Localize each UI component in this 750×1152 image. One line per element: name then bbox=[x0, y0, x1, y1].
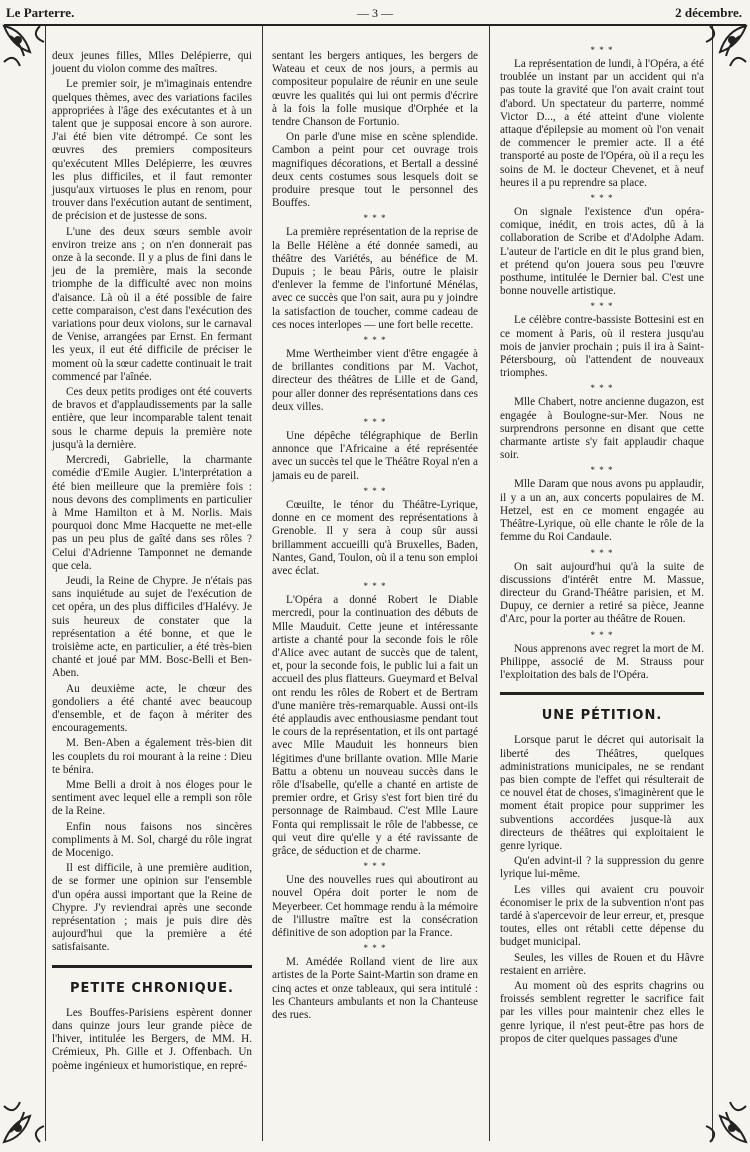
separator: * * * bbox=[590, 193, 614, 204]
ornament-top-right-icon bbox=[704, 22, 750, 68]
column-rule-1 bbox=[262, 26, 263, 1141]
separator: * * * bbox=[590, 383, 614, 394]
paragraph: La première représentation de la reprise de la Belle Hélène a été donnée samedi, au théâtre des Variétés, au bénéfice de M. Dupuis ; le beau Pâris, outre le plaisir d'enlever la femme de l'infortuné Ménélas, avec ce succès que l'on sait, aura pu y joindre la satisfaction de toucher, comme cadeau de ces noces interlopes — une fort belle recette. bbox=[272, 226, 478, 331]
section-rule bbox=[500, 692, 704, 695]
paragraph: Mme Belli a droit à nos éloges pour le sentiment avec lequel elle a rempli son rôle de la Reine. bbox=[52, 778, 252, 818]
separator: * * * bbox=[363, 943, 387, 954]
paragraph: On parle d'une mise en scène splendide. Cambon a peint pour cet ouvrage trois magnifiques décorations, et Bertall a dessiné deux cents costumes sous lesquels doit se produire presque tout le personnel des Bouffes. bbox=[272, 131, 478, 210]
paragraph: Jeudi, la Reine de Chypre. Je n'étais pas sans inquiétude au sujet de l'exécution de cet opéra, un des plus difficiles d'Halévy. Je suis heureux de constater que la représentation a été bonne, et que le troisième acte, en particulier, a été très-bien chanté et joué par MM. Bosc-Belli et Ben-Aben. bbox=[52, 574, 252, 680]
page-header bbox=[0, 4, 750, 26]
ornament-bottom-right-icon bbox=[704, 1100, 750, 1146]
paragraph: M. Ben-Aben a également très-bien dit les couplets du roi mourant à la reine : Dieu te bénira. bbox=[52, 737, 252, 776]
paragraph: sentant les bergers antiques, les bergers de Wateau et ceux de nos jours, a permis au compositeur populaire de réunir en une seule œuvre les qualités qui lui ont permis d'écrire à la fois la folle musique d'Orphée et la tendre Chanson de Fortunio. bbox=[272, 50, 478, 129]
paragraph: Seules, les villes de Rouen et du Hâvre restaient en arrière. bbox=[500, 951, 704, 977]
separator: * * * bbox=[363, 417, 387, 428]
paragraph: Enfin nous faisons nos sincères compliments à M. Sol, chargé du rôle ingrat de Mocenigo. bbox=[52, 820, 252, 859]
separator: * * * bbox=[363, 335, 387, 346]
ornament-bottom-left-icon bbox=[0, 1100, 46, 1146]
paragraph: La représentation de lundi, à l'Opéra, a été troublée un instant par un accident qui n'a pas toute la gravité que l'on avait craint tout d'abord. Un spectateur du parterre, nommé Victor D..., a été atteint d'une violente attaque d'épilepsie au moment où l'on venait de commencer le premier acte. Il a été transporté au poste de l'Opéra, où il a reçu les soins de M. le docteur Chevenet, et à neuf heures il a pu reprendre sa place. bbox=[500, 58, 704, 189]
paragraph: Lorsque parut le décret qui autorisait la liberté des Théâtres, quelques administrations municipales, ne se rendant pas bien compte de l'effet qui résulterait de ce nouvel état de choses, s'imaginèrent que le moment était propice pour supprimer les subventions accordées jusque-là aux directeurs de théâtres qui exploitaient le genre lyrique. bbox=[500, 734, 704, 852]
paragraph: Nous apprenons avec regret la mort de M. Philippe, associé de M. Strauss pour l'exploitation des bals de l'Opéra. bbox=[500, 642, 704, 681]
paragraph: Au deuxième acte, le chœur des gondoliers a été chanté avec beaucoup d'ensemble, et de façon à mériter des encouragements. bbox=[52, 682, 252, 735]
separator: * * * bbox=[363, 485, 387, 496]
separator: * * * bbox=[590, 629, 614, 640]
paragraph: Cœuilte, le ténor du Théâtre-Lyrique, donne en ce moment des représentations à Grenoble. Il y sera à coup sûr aussi brillamment accueilli qu'à Bruxelles, Baden, Nantes, Gand, Toulon, où il a tenu son emploi avec éclat. bbox=[272, 498, 478, 577]
paragraph: On signale l'existence d'un opéra-comique, inédit, en trois actes, dû à la collaboration de Scribe et d'Adolphe Adam. L'auteur de l'article en dit le plus grand bien, et prétend qu'on jouera sous peu l'œuvre posthume, intitulée le Dernier bal. C'est une bonne nouvelle artistique. bbox=[500, 206, 704, 298]
page-number: — 3 — bbox=[357, 6, 393, 20]
paragraph: L'une des deux sœurs semble avoir environ treize ans ; on n'en donnerait pas onze à la seconde. Il y a plus de fini dans le jeu de la première, mais la seconde triomphe de la difficulté avec non moins d'aisance. Là où il a été possible de faire cette comparaison, c'est dans l'exécution des variations pour deux violons, sur le carnaval de Venise, arrangées par Ernst. En fermant les yeux, il eut été difficile de préciser le moment où la sœur cadette continuait le trait commencé par l'aînée. bbox=[52, 225, 252, 383]
paragraph: M. Amédée Rolland vient de lire aux artistes de la Porte Saint-Martin son drame en cinq actes et onze tableaux, qui sera intitulé : les Chanteurs ambulants et non la Chanteuse des rues. bbox=[272, 956, 478, 1021]
separator: * * * bbox=[363, 213, 387, 224]
header-rule bbox=[4, 24, 746, 26]
paragraph: Au moment où des esprits chagrins ou froissés semblent regretter le sacrifice fait par les villes pour maintenir chez elles le genre lyrique, il n'est peut-être pas hors de propos de citer quelques passages d'une bbox=[500, 979, 704, 1045]
paragraph: Le premier soir, je m'imaginais entendre quelques thèmes, avec des variations faciles appropriées à l'âge des exécutantes et à un talent que je supposai encore à son aurore. J'ai été bien vite détrompé. Ce sont les œuvres des premiers compositeurs qu'exécutent Mlles Delépierre, les œuvres les plus difficiles, et il faut remonter jusqu'aux virtuoses le plus en renom, pour trouver dans l'exécution autant de sentiment, de précision et de justesse de sons. bbox=[52, 78, 252, 223]
section-title-petite-chronique: PETITE CHRONIQUE. bbox=[69, 980, 234, 996]
column-3 bbox=[500, 45, 704, 1046]
separator: * * * bbox=[363, 581, 387, 592]
column-2 bbox=[272, 50, 478, 1022]
separator: * * * bbox=[363, 861, 387, 872]
section-title-une-petition: UNE PÉTITION. bbox=[541, 708, 663, 724]
paragraph: Les Bouffes-Parisiens espèrent donner dans quinze jours leur grande pièce de l'hiver, intitulée les Bergers, de MM. H. Crémieux, Ph. Gille et J. Offenbach. Un poème ingénieux et humoristique, en repré- bbox=[52, 1006, 252, 1072]
paragraph: Il est difficile, à une première audition, de se former une opinion sur l'ensemble d'un opéra aussi important que la Reine de Chypre. J'y reviendrai après une seconde représentation ; mais je puis dire dès aujourd'hui que la première a été satisfaisante. bbox=[52, 862, 252, 954]
separator: * * * bbox=[590, 301, 614, 312]
column-rule-2 bbox=[489, 26, 490, 1141]
paragraph: L'Opéra a donné Robert le Diable mercredi, pour la continuation des débuts de Mlle Mauduit. Cette jeune et intéressante artiste a chanté pour la seconde fois le rôle d'Alice avec autant de succès que de talent, et, pour la seconde fois, le public lui a fait un accueil des plus flatteurs. Gueymard et Belval ont rendu les rôles de Robert et de Bertram d'une manière très-remarquable. Aussi ont-ils été applaudis avec enthousiasme pendant tout le cours de la représentation, et ils ont partagé avec Mlle Mauduit les honneurs bien légitimes d'une brillante ovation. Mlle Marie Battu a obtenu un nouveau succès dans le rôle d'Isabelle, qu'elle a chanté en artiste de premier ordre, et Grisy s'est fort bien tiré du personnage de Raimbaud. C'est Mlle Laure Fonta qui remplissait le rôle de l'abbesse, ce qui veut dire qu'elle y a été ravissante de grâce, de séduction et de charme. bbox=[272, 594, 478, 857]
paragraph: Une dépêche télégraphique de Berlin annonce que l'Africaine a été représentée avec un succès tel que le Théâtre Royal n'en a jamais eu de pareil. bbox=[272, 430, 478, 482]
section-rule bbox=[52, 965, 252, 968]
paragraph: Les villes qui avaient cru pouvoir économiser le prix de la subvention n'ont pas tardé à s'apercevoir de leur erreur, et, presque toutes, elles ont rétabli cette dépense du budget municipal. bbox=[500, 883, 704, 949]
paragraph: On sait aujourd'hui qu'à la suite de discussions d'intérêt entre M. Massue, directeur du Grand-Théâtre parisien, et M. Dupuy, ce dernier a retiré sa pièce, Jeanne d'Arc, pour la porter au théâtre de Rouen. bbox=[500, 560, 704, 626]
column-rule-right bbox=[712, 26, 713, 1141]
paragraph: Ces deux petits prodiges ont été couverts de bravos et d'applaudissements par la salle entière, que leur incomparable talent tenait sous le charme depuis la première note jusqu'à la dernière. bbox=[52, 386, 252, 451]
column-rule-left bbox=[45, 26, 46, 1141]
column-1 bbox=[52, 50, 252, 1073]
paragraph: Mme Wertheimber vient d'être engagée à de brillantes conditions par M. Vachot, directeur des théâtres de Lille et de Gand, pour aller donner des représentations dans ces deux villes. bbox=[272, 348, 478, 413]
separator: * * * bbox=[590, 547, 614, 558]
paragraph: deux jeunes filles, Mlles Delépierre, qui jouent du violon comme des maîtres. bbox=[52, 50, 252, 76]
paragraph: Mlle Daram que nous avons pu applaudir, il y a un an, aux concerts populaires de M. Hetzel, est en ce moment engagée au Théâtre-Lyrique, où elle chante le rôle de la femme du Roi Candaule. bbox=[500, 478, 704, 544]
separator: * * * bbox=[590, 465, 614, 476]
paragraph: Qu'en advint-il ? la suppression du genre lyrique lui-même. bbox=[500, 855, 704, 881]
ornament-top-left-icon bbox=[0, 22, 46, 68]
paragraph: Une des nouvelles rues qui aboutiront au nouvel Opéra doit porter le nom de Meyerbeer. Cet hommage rendu à la mémoire de l'illustre maître est la consécration définitive de son adoption par la France. bbox=[272, 874, 478, 939]
paragraph: Le célèbre contre-bassiste Bottesini est en ce moment à Paris, où il restera jusqu'au mois de janvier prochain ; puis il ira à Saint-Pétersbourg, où l'attendent de nouveaux triomphes. bbox=[500, 314, 704, 380]
issue-date: 2 décembre. bbox=[675, 5, 742, 20]
journal-title: Le Parterre. bbox=[6, 5, 75, 20]
separator: * * * bbox=[590, 45, 614, 55]
paragraph: Mercredi, Gabrielle, la charmante comédie d'Emile Augier. L'interprétation a été bien meilleure que la première fois : nous devons des compliments en particulier à Mme Hamilton et à M. Norlis. Mais pourquoi donc Mme Hacquette ne met-elle pas un peu plus de gaîté dans ses rôles ? Celui d'Adrienne Tamponnet ne demande que cela. bbox=[52, 454, 252, 572]
paragraph: Mlle Chabert, notre ancienne dugazon, est engagée à Boulogne-sur-Mer. Nous ne surprendrons personne en disant que cette charmante artiste s'y fait applaudir chaque soir. bbox=[500, 396, 704, 462]
